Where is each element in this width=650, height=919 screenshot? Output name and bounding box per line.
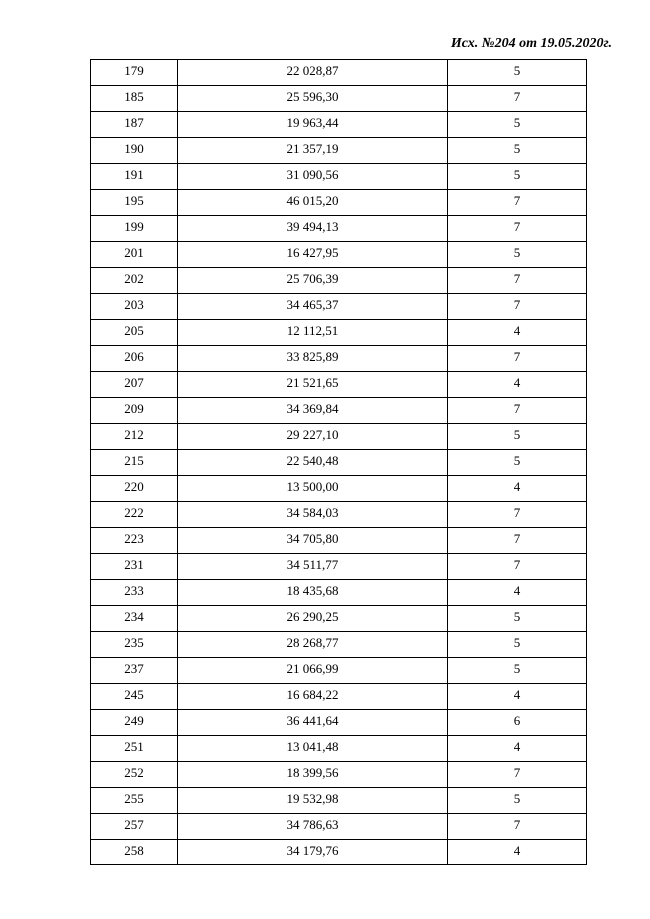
value-cell: 7 (448, 398, 587, 424)
amount-cell: 25 596,30 (178, 86, 448, 112)
row-number-cell: 201 (91, 242, 178, 268)
value-cell: 5 (448, 164, 587, 190)
value-cell: 7 (448, 528, 587, 554)
value-cell: 5 (448, 632, 587, 658)
table-row (91, 554, 587, 580)
value-cell: 7 (448, 346, 587, 372)
row-number-cell: 245 (91, 684, 178, 710)
value-cell: 5 (448, 138, 587, 164)
amount-cell: 33 825,89 (178, 346, 448, 372)
table-row (91, 346, 587, 372)
amount-cell: 28 268,77 (178, 632, 448, 658)
row-number-cell: 234 (91, 606, 178, 632)
row-number-cell: 187 (91, 112, 178, 138)
value-cell: 7 (448, 86, 587, 112)
row-number-cell: 203 (91, 294, 178, 320)
amount-cell: 13 500,00 (178, 476, 448, 502)
value-cell: 4 (448, 320, 587, 346)
value-cell: 7 (448, 190, 587, 216)
row-number-cell: 233 (91, 580, 178, 606)
value-cell: 5 (448, 112, 587, 138)
table-row (91, 216, 587, 242)
row-number-cell: 258 (91, 840, 178, 865)
value-cell: 4 (448, 736, 587, 762)
value-cell: 5 (448, 606, 587, 632)
table-row (91, 450, 587, 476)
amount-cell: 19 963,44 (178, 112, 448, 138)
row-number-cell: 222 (91, 502, 178, 528)
amount-cell: 34 465,37 (178, 294, 448, 320)
row-number-cell: 212 (91, 424, 178, 450)
value-cell: 5 (448, 424, 587, 450)
table-row (91, 684, 587, 710)
table-row (91, 242, 587, 268)
row-number-cell: 249 (91, 710, 178, 736)
table-row (91, 658, 587, 684)
table-row (91, 736, 587, 762)
table-row (91, 632, 587, 658)
value-cell: 7 (448, 762, 587, 788)
row-number-cell: 190 (91, 138, 178, 164)
table-row (91, 320, 587, 346)
row-number-cell: 195 (91, 190, 178, 216)
table-row (91, 424, 587, 450)
value-cell: 4 (448, 684, 587, 710)
document-reference: Исх. №204 от 19.05.2020г. (450, 36, 612, 51)
value-cell: 4 (448, 476, 587, 502)
table-row (91, 476, 587, 502)
value-cell: 4 (448, 580, 587, 606)
amount-cell: 21 521,65 (178, 372, 448, 398)
table-row (91, 294, 587, 320)
table-row (91, 762, 587, 788)
amount-cell: 12 112,51 (178, 320, 448, 346)
amount-cell: 34 705,80 (178, 528, 448, 554)
row-number-cell: 206 (91, 346, 178, 372)
data-table (90, 59, 587, 865)
table-row (91, 268, 587, 294)
table-row (91, 710, 587, 736)
table-row (91, 502, 587, 528)
amount-cell: 26 290,25 (178, 606, 448, 632)
row-number-cell: 179 (91, 60, 178, 86)
value-cell: 5 (448, 450, 587, 476)
amount-cell: 34 511,77 (178, 554, 448, 580)
amount-cell: 16 427,95 (178, 242, 448, 268)
value-cell: 5 (448, 60, 587, 86)
amount-cell: 46 015,20 (178, 190, 448, 216)
table-row (91, 528, 587, 554)
row-number-cell: 205 (91, 320, 178, 346)
amount-cell: 31 090,56 (178, 164, 448, 190)
value-cell: 6 (448, 710, 587, 736)
amount-cell: 13 041,48 (178, 736, 448, 762)
row-number-cell: 255 (91, 788, 178, 814)
table-row (91, 398, 587, 424)
amount-cell: 21 066,99 (178, 658, 448, 684)
table-row (91, 372, 587, 398)
amount-cell: 22 028,87 (178, 60, 448, 86)
row-number-cell: 185 (91, 86, 178, 112)
value-cell: 5 (448, 658, 587, 684)
amount-cell: 36 441,64 (178, 710, 448, 736)
table-row (91, 86, 587, 112)
row-number-cell: 252 (91, 762, 178, 788)
row-number-cell: 257 (91, 814, 178, 840)
table-row (91, 112, 587, 138)
value-cell: 7 (448, 268, 587, 294)
value-cell: 7 (448, 502, 587, 528)
table-row (91, 840, 587, 865)
row-number-cell: 199 (91, 216, 178, 242)
table-row (91, 138, 587, 164)
table-body (91, 60, 587, 865)
row-number-cell: 215 (91, 450, 178, 476)
row-number-cell: 207 (91, 372, 178, 398)
value-cell: 7 (448, 814, 587, 840)
table-row (91, 164, 587, 190)
value-cell: 4 (448, 372, 587, 398)
row-number-cell: 223 (91, 528, 178, 554)
amount-cell: 39 494,13 (178, 216, 448, 242)
row-number-cell: 209 (91, 398, 178, 424)
amount-cell: 16 684,22 (178, 684, 448, 710)
row-number-cell: 231 (91, 554, 178, 580)
amount-cell: 34 786,63 (178, 814, 448, 840)
row-number-cell: 251 (91, 736, 178, 762)
row-number-cell: 237 (91, 658, 178, 684)
value-cell: 5 (448, 788, 587, 814)
table-row (91, 190, 587, 216)
amount-cell: 25 706,39 (178, 268, 448, 294)
table-row (91, 580, 587, 606)
table-row (91, 606, 587, 632)
table-row (91, 814, 587, 840)
amount-cell: 21 357,19 (178, 138, 448, 164)
amount-cell: 18 435,68 (178, 580, 448, 606)
amount-cell: 34 179,76 (178, 840, 448, 865)
amount-cell: 29 227,10 (178, 424, 448, 450)
value-cell: 7 (448, 554, 587, 580)
amount-cell: 34 584,03 (178, 502, 448, 528)
table-row (91, 60, 587, 86)
amount-cell: 19 532,98 (178, 788, 448, 814)
table-row (91, 788, 587, 814)
value-cell: 5 (448, 242, 587, 268)
row-number-cell: 235 (91, 632, 178, 658)
row-number-cell: 220 (91, 476, 178, 502)
row-number-cell: 191 (91, 164, 178, 190)
amount-cell: 18 399,56 (178, 762, 448, 788)
value-cell: 7 (448, 216, 587, 242)
value-cell: 4 (448, 840, 587, 865)
row-number-cell: 202 (91, 268, 178, 294)
value-cell: 7 (448, 294, 587, 320)
amount-cell: 34 369,84 (178, 398, 448, 424)
amount-cell: 22 540,48 (178, 450, 448, 476)
